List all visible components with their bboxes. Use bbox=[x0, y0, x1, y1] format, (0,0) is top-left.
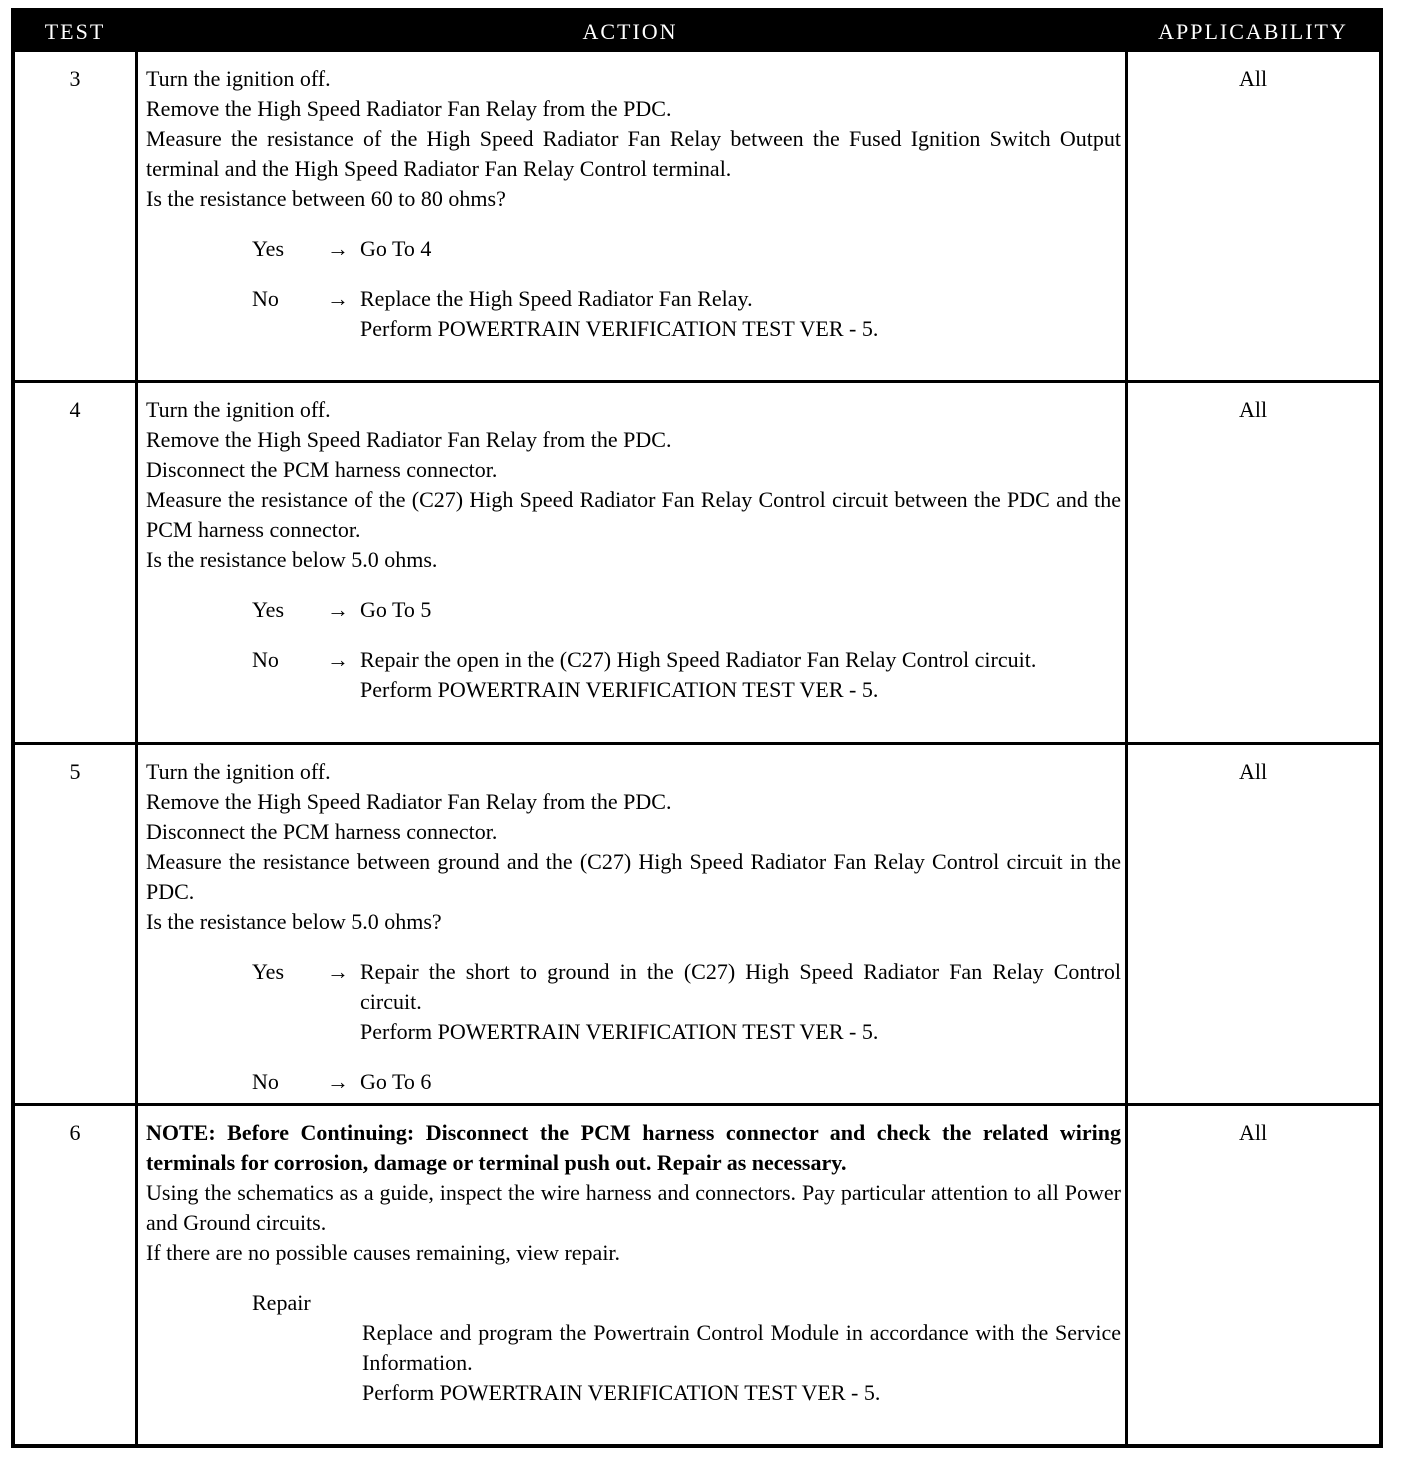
test-number: 5 bbox=[69, 759, 81, 784]
action-line: Is the resistance below 5.0 ohms. bbox=[146, 547, 438, 572]
test-number: 3 bbox=[69, 66, 81, 91]
table-row bbox=[15, 1106, 1379, 1444]
applicability-value: All bbox=[1238, 397, 1268, 422]
result-line: Go To 6 bbox=[360, 1069, 432, 1094]
header-test: TEST bbox=[44, 19, 106, 44]
arrow-right-icon: → bbox=[327, 959, 349, 984]
arrow-right-icon: → bbox=[327, 647, 349, 672]
repair-instructions bbox=[362, 1318, 1121, 1408]
branch-no bbox=[252, 1067, 1121, 1097]
table-header bbox=[15, 12, 1379, 52]
action-cell bbox=[146, 757, 1121, 1097]
action-line: Using the schematics as a guide, inspect the wire harness and connectors. Pay particular attention to all Power and Ground circuits. bbox=[146, 1180, 1121, 1235]
repair-label: Repair bbox=[252, 1290, 311, 1315]
result-line: Repair the short to ground in the (C27) High Speed Radiator Fan Relay Control circuit. bbox=[360, 959, 1121, 1014]
branch-no bbox=[252, 645, 1121, 705]
action-line: Turn the ignition off. bbox=[146, 397, 331, 422]
note-text: NOTE: Before Continuing: Disconnect the PCM harness connector and check the related wiring terminals for corrosion, damage or terminal push out. Repair as necessary. bbox=[146, 1120, 1121, 1175]
branch-answer: Yes bbox=[252, 597, 285, 622]
branch-result bbox=[360, 284, 1121, 344]
action-line: Measure the resistance of the High Speed Radiator Fan Relay between the Fused Ignition Switch Output terminal and the High Speed Radiator Fan Relay Control terminal. bbox=[146, 126, 1121, 181]
arrow-right-icon: → bbox=[327, 1069, 349, 1094]
action-line: Remove the High Speed Radiator Fan Relay from the PDC. bbox=[146, 789, 672, 814]
repair-line: Perform POWERTRAIN VERIFICATION TEST VER - 5. bbox=[362, 1380, 881, 1405]
repair-line: Replace and program the Powertrain Control Module in accordance with the Service Information. bbox=[362, 1320, 1121, 1375]
branch-answer: No bbox=[252, 647, 279, 672]
branch-result bbox=[360, 595, 1121, 625]
branch-answer: No bbox=[252, 286, 279, 311]
result-line: Go To 4 bbox=[360, 236, 432, 261]
applicability-value: All bbox=[1238, 1120, 1268, 1145]
result-line: Perform POWERTRAIN VERIFICATION TEST VER - 5. bbox=[360, 677, 879, 702]
table-row bbox=[15, 383, 1379, 742]
arrow-right-icon: → bbox=[327, 597, 349, 622]
branch-answer: Yes bbox=[252, 959, 285, 984]
result-line: Perform POWERTRAIN VERIFICATION TEST VER - 5. bbox=[360, 1019, 879, 1044]
branch-result bbox=[360, 645, 1121, 705]
action-line: Turn the ignition off. bbox=[146, 759, 331, 784]
action-line: If there are no possible causes remaining, view repair. bbox=[146, 1240, 621, 1265]
branch-yes bbox=[252, 234, 1121, 264]
branch-answer: Yes bbox=[252, 236, 285, 261]
header-applicability: APPLICABILITY bbox=[1158, 19, 1348, 44]
table-row bbox=[15, 745, 1379, 1103]
branch-yes bbox=[252, 957, 1121, 1047]
header-action: ACTION bbox=[582, 19, 678, 44]
result-line: Repair the open in the (C27) High Speed Radiator Fan Relay Control circuit. bbox=[360, 647, 1037, 672]
branch-result bbox=[360, 1067, 1121, 1097]
action-line: Measure the resistance between ground and the (C27) High Speed Radiator Fan Relay Control circuit in the PDC. bbox=[146, 849, 1121, 904]
action-line: Measure the resistance of the (C27) High Speed Radiator Fan Relay Control circuit between the PDC and the PCM harness connector. bbox=[146, 487, 1121, 542]
action-line: Remove the High Speed Radiator Fan Relay from the PDC. bbox=[146, 96, 672, 121]
arrow-right-icon: → bbox=[327, 286, 349, 311]
action-line: Is the resistance below 5.0 ohms? bbox=[146, 909, 442, 934]
branch-answer: No bbox=[252, 1069, 279, 1094]
diagnostic-test-table bbox=[11, 8, 1383, 1448]
arrow-right-icon: → bbox=[327, 236, 349, 261]
applicability-value: All bbox=[1238, 759, 1268, 784]
applicability-value: All bbox=[1238, 66, 1268, 91]
table-row bbox=[15, 52, 1379, 380]
result-line: Replace the High Speed Radiator Fan Relay. bbox=[360, 286, 753, 311]
branch-no bbox=[252, 284, 1121, 344]
branch-yes bbox=[252, 595, 1121, 625]
result-line: Go To 5 bbox=[360, 597, 432, 622]
test-number: 6 bbox=[69, 1120, 81, 1145]
test-number: 4 bbox=[69, 397, 81, 422]
branch-result bbox=[360, 234, 1121, 264]
branch-result bbox=[360, 957, 1121, 1047]
action-line: Remove the High Speed Radiator Fan Relay from the PDC. bbox=[146, 427, 672, 452]
action-line: Is the resistance between 60 to 80 ohms? bbox=[146, 186, 506, 211]
action-line: Disconnect the PCM harness connector. bbox=[146, 819, 498, 844]
result-line: Perform POWERTRAIN VERIFICATION TEST VER - 5. bbox=[360, 316, 879, 341]
action-cell bbox=[146, 395, 1121, 705]
action-line: Turn the ignition off. bbox=[146, 66, 331, 91]
action-line: Disconnect the PCM harness connector. bbox=[146, 457, 498, 482]
action-cell bbox=[146, 1118, 1121, 1408]
action-cell bbox=[146, 64, 1121, 344]
